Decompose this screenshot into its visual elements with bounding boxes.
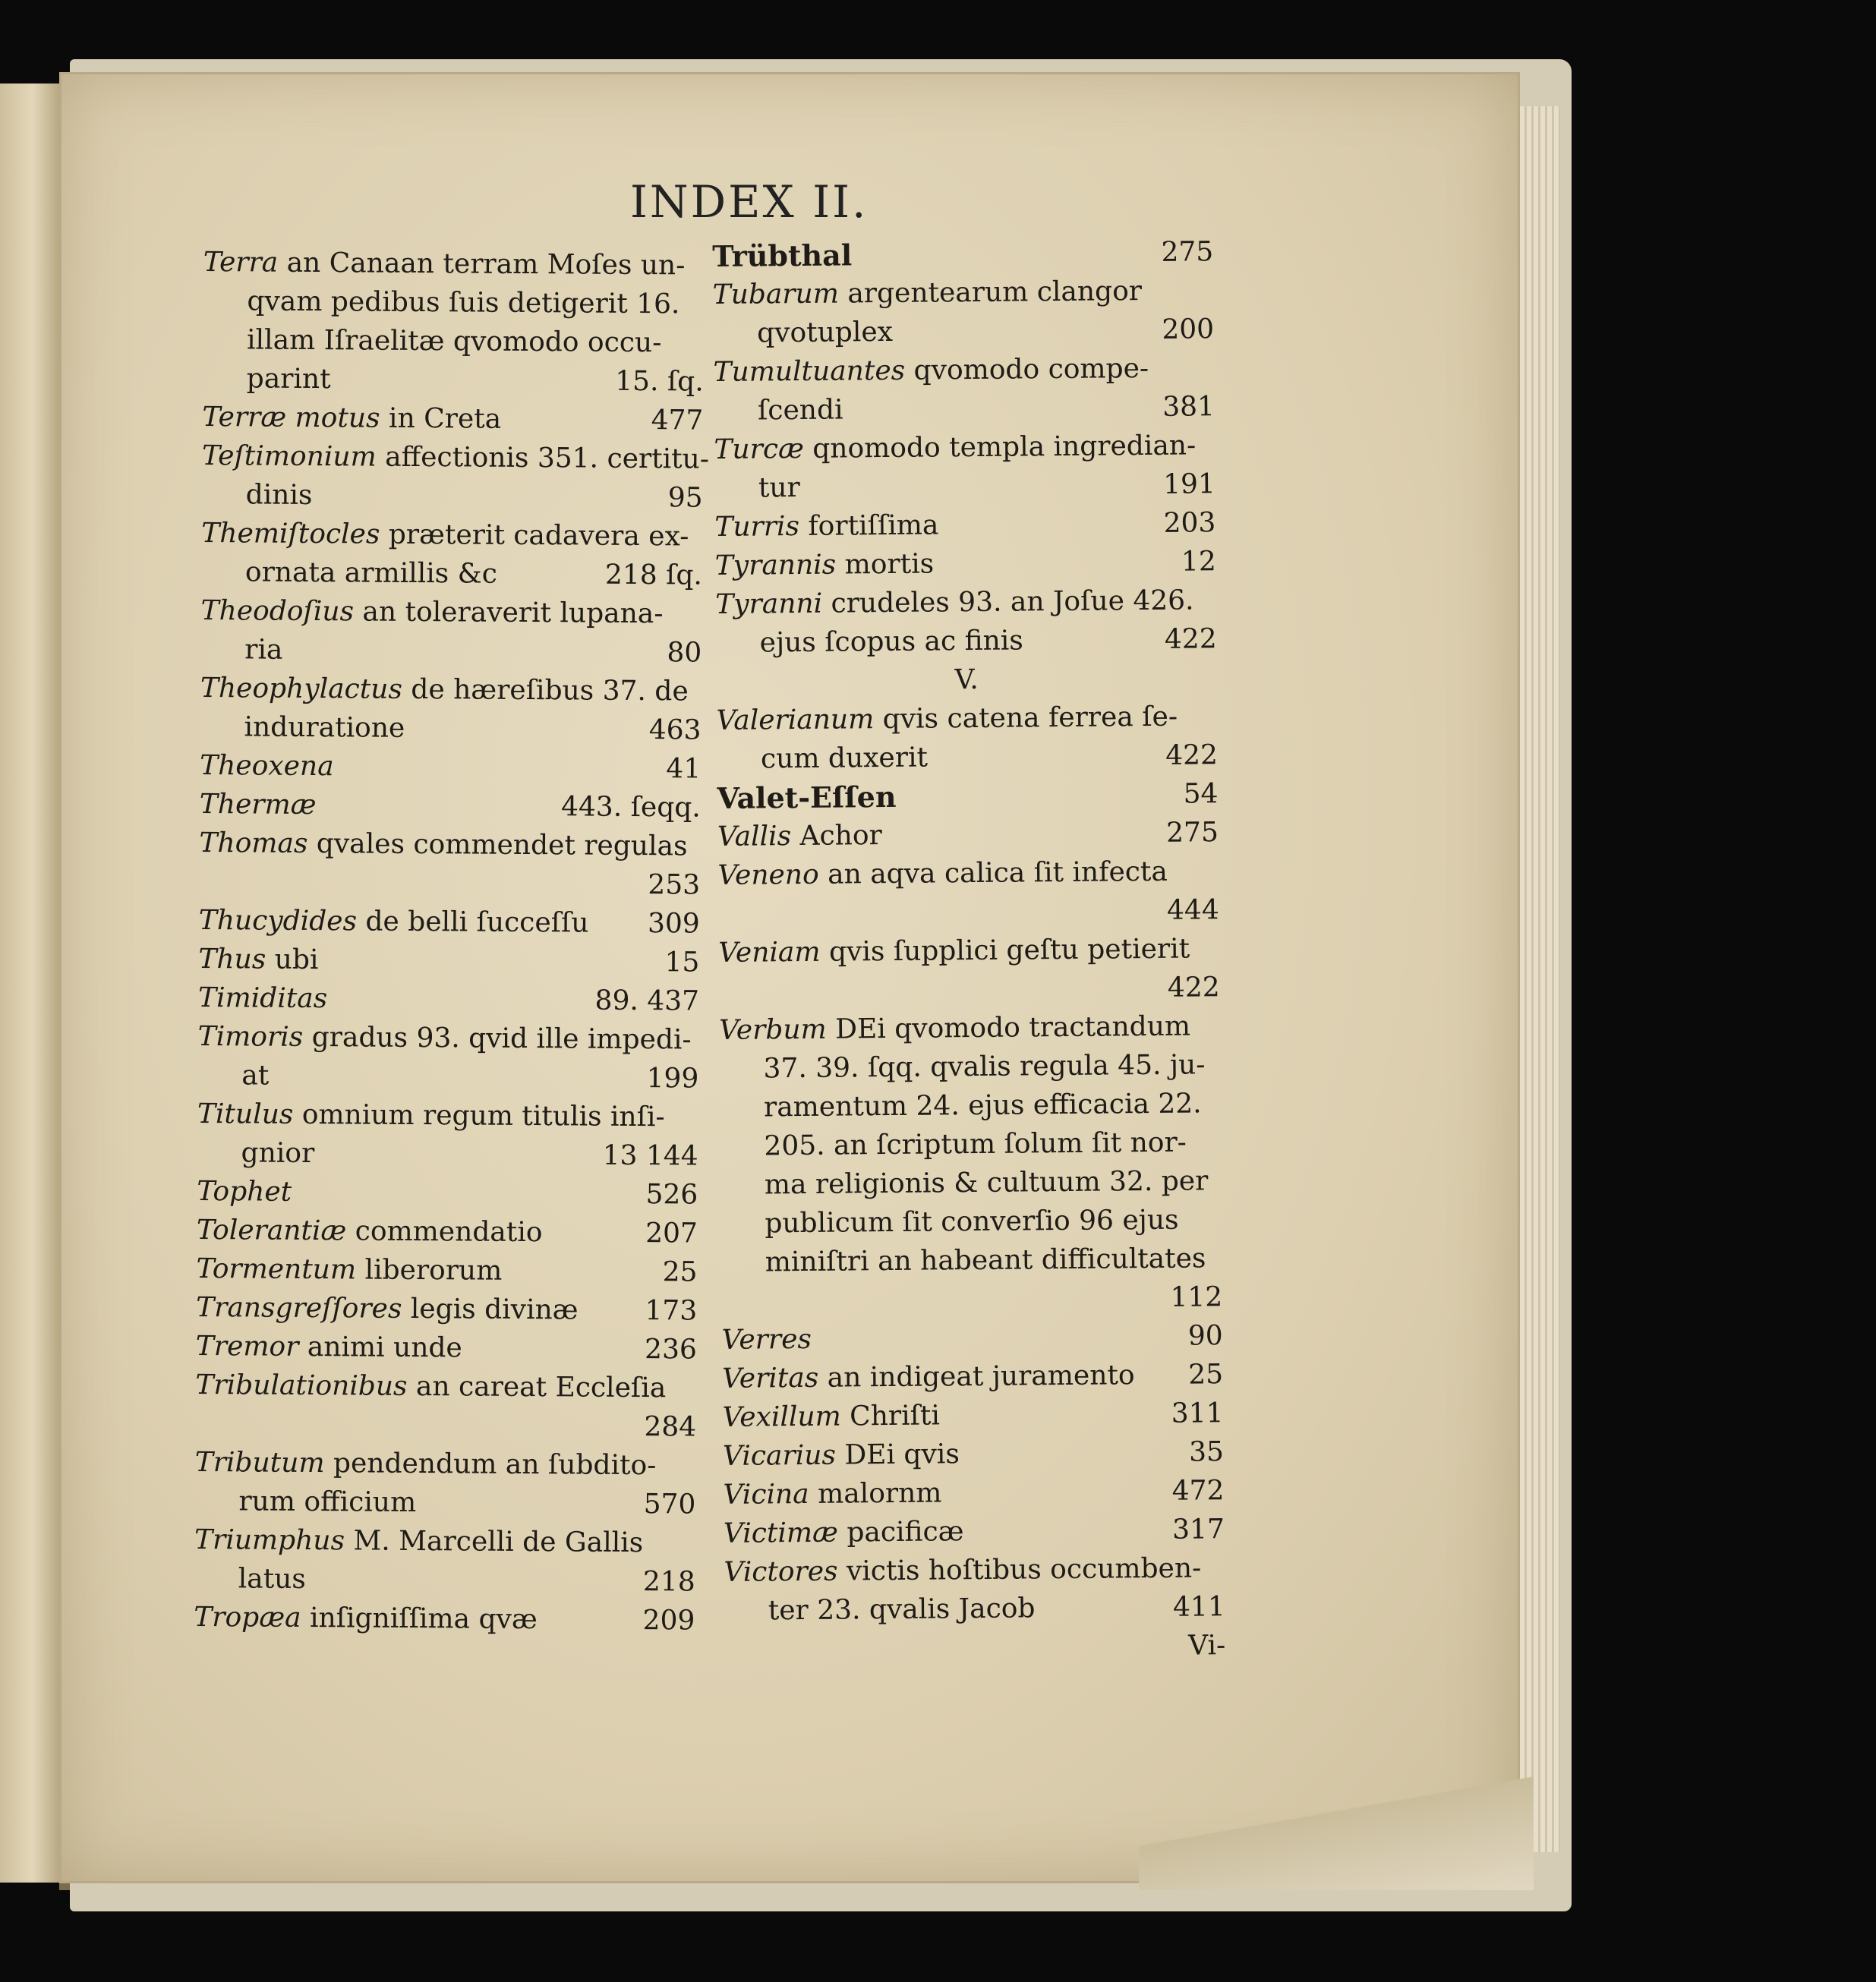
entry-page-number: 203 — [1163, 507, 1216, 539]
entry-text: miniſtri an habeant difficultates — [765, 1243, 1206, 1278]
entry-page-number: 218 ſq. — [604, 559, 703, 591]
entry-page-number: 54 — [1183, 778, 1219, 810]
entry-page-number: 199 — [646, 1063, 699, 1095]
entry-text: an aqva calica ſit infecta — [818, 856, 1168, 890]
entry-headword: Tyranni — [715, 588, 823, 620]
entry-page-number: 311 — [1171, 1397, 1224, 1429]
entry-text: fortiſſima — [799, 509, 939, 543]
index-entry — [194, 1559, 695, 1602]
entry-page-number: 422 — [1165, 739, 1219, 771]
index-entry — [715, 619, 1216, 663]
index-entry — [203, 282, 704, 324]
entry-headword: Veritas — [721, 1362, 819, 1394]
entry-text: gnior — [241, 1137, 315, 1170]
entry-text: de hæreſibus 37. de — [402, 673, 689, 707]
entry-text: de belli ſucceſſu — [356, 906, 589, 939]
index-entry — [200, 591, 702, 634]
entry-headword: Tyrannis — [714, 549, 837, 581]
index-entry — [199, 824, 700, 866]
entry-headword: Tormentum — [196, 1253, 357, 1286]
entry-headword: Victores — [724, 1555, 838, 1588]
entry-text: an Canaan terram Moſes un- — [278, 247, 686, 282]
entry-page-number: 309 — [647, 908, 700, 940]
entry-text: victis hoſtibus occumben- — [837, 1552, 1202, 1587]
entry-text: ornata armillis &c — [244, 556, 498, 590]
entry-text: gradus 93. qvid ille impedi- — [303, 1021, 692, 1056]
index-entry — [195, 1443, 696, 1486]
index-entry — [724, 1587, 1225, 1631]
entry-headword: Tributum — [194, 1446, 325, 1479]
index-entry — [714, 426, 1215, 469]
entry-text: malornm — [809, 1477, 942, 1510]
index-entry — [196, 1327, 697, 1369]
entry-page-number: 209 — [642, 1605, 695, 1637]
entry-headword: Tribulationibus — [195, 1369, 408, 1402]
entry-page-number: 526 — [645, 1179, 698, 1211]
index-entry — [718, 890, 1219, 934]
entry-text: crudeles 93. an Joſue 426. — [821, 585, 1194, 619]
index-entry — [198, 1017, 699, 1060]
entry-page-number: 90 — [1187, 1320, 1223, 1352]
entry-text: ma religionis & cultuum 32. per — [764, 1165, 1209, 1201]
entry-headword: Tubarum — [712, 278, 840, 310]
entry-page-number: 444 — [1166, 894, 1219, 926]
index-entry — [720, 1084, 1221, 1127]
entry-text: inſigniſſima qvæ — [301, 1602, 538, 1636]
index-entry — [197, 1133, 698, 1176]
index-entry — [717, 852, 1219, 895]
entry-page-number: 422 — [1167, 972, 1220, 1004]
entry-text: qvis catena ferrea ſe- — [874, 701, 1178, 736]
index-entry — [719, 1007, 1220, 1050]
entry-headword: Valet-Eſſen — [717, 779, 897, 815]
index-entry — [203, 359, 704, 402]
index-entry — [718, 929, 1219, 972]
entry-text: illam Iſraelitæ qvomodo occu- — [246, 324, 662, 359]
entry-headword: Tropæa — [194, 1601, 301, 1634]
entry-text: induratione — [244, 711, 405, 744]
entry-text: DEi qvomodo tractandum — [826, 1010, 1191, 1045]
entry-text: latus — [238, 1563, 306, 1595]
index-entry — [716, 658, 1217, 701]
entry-headword: Themiſtocles — [201, 517, 380, 550]
entry-page-number: 317 — [1171, 1514, 1225, 1546]
entry-text: qvales commendet regulas — [307, 827, 688, 862]
entry-headword: Verbum — [718, 1013, 827, 1046]
entry-text: tur — [758, 472, 800, 504]
entry-headword: Teſtimonium — [201, 440, 377, 473]
entry-page-number: 35 — [1189, 1436, 1225, 1468]
entry-text: cum duxerit — [760, 742, 929, 775]
page-fold — [1139, 1769, 1534, 1890]
index-entry — [717, 736, 1218, 779]
entry-text: ejus ſcopus ac finis — [759, 625, 1023, 659]
entry-headword: Titulus — [197, 1098, 294, 1130]
entry-headword: Turris — [714, 511, 800, 543]
entry-headword: Thomas — [199, 827, 308, 859]
entry-headword: Thucydides — [198, 904, 358, 937]
entry-page-number: 381 — [1162, 391, 1215, 423]
entry-text: publicum ſit converſio 96 ejus — [765, 1204, 1179, 1240]
index-entry — [715, 542, 1216, 585]
entry-page-number: 95 — [667, 482, 703, 514]
entry-text: in Creta — [380, 402, 502, 435]
index-entry — [202, 398, 703, 440]
entry-text: qvotuplex — [756, 316, 894, 349]
index-entry — [194, 1598, 695, 1640]
entry-text: M. Marcelli de Gallis — [344, 1525, 644, 1559]
entry-text: commendatio — [346, 1215, 543, 1249]
index-entry — [721, 1239, 1222, 1282]
index-column-right — [712, 232, 1225, 1669]
entry-headword: Vexillum — [722, 1401, 841, 1433]
index-entry — [198, 978, 699, 1021]
entry-headword: Terra — [203, 246, 279, 279]
entry-text: Achor — [790, 820, 882, 852]
entry-headword: Timoris — [197, 1020, 304, 1053]
entry-page-number: 284 — [644, 1411, 697, 1443]
entry-page-number: 218 — [642, 1566, 695, 1598]
entry-page-number: 570 — [643, 1489, 696, 1520]
entry-page-number: 173 — [645, 1295, 698, 1327]
entry-headword: Tumultuantes — [713, 354, 906, 388]
entry-headword: Veneno — [717, 859, 819, 891]
entry-text: qvis ſupplici geſtu petierit — [820, 933, 1190, 968]
index-entry — [201, 436, 710, 479]
entry-headword: Victimæ — [723, 1517, 839, 1549]
entry-text: Chriſti — [840, 1400, 941, 1432]
entry-text: ſcendi — [757, 394, 843, 427]
index-entry — [713, 310, 1214, 353]
entry-text: dinis — [245, 479, 313, 512]
index-entry — [718, 968, 1219, 1011]
entry-text: ramentum 24. ejus efficacia 22. — [763, 1088, 1202, 1123]
index-entry — [200, 785, 701, 827]
entry-text: qnomodo templa ingredian- — [803, 430, 1197, 465]
index-entry — [722, 1355, 1223, 1398]
entry-page-number: 89. 437 — [594, 985, 700, 1017]
index-entry — [194, 1482, 695, 1524]
entry-headword: Thermæ — [199, 788, 317, 821]
index-entry — [201, 553, 702, 595]
entry-text: præterit cadavera ex- — [380, 518, 689, 553]
entry-headword: Timiditas — [197, 982, 328, 1015]
entry-page-number: 275 — [1161, 236, 1214, 268]
entry-headword: Vicina — [723, 1478, 809, 1511]
entry-page-number: 13 144 — [602, 1139, 698, 1172]
page-heading: INDEX II. — [630, 176, 869, 228]
entry-headword: Transgreſſores — [196, 1291, 402, 1325]
index-entry — [197, 1056, 698, 1098]
index-entry — [715, 581, 1216, 624]
entry-text: qvomodo compe- — [904, 352, 1149, 386]
entry-page-number: 472 — [1171, 1475, 1225, 1507]
entry-text: pendendum an ſubdito- — [324, 1448, 657, 1482]
entry-headword: Terræ motus — [202, 401, 380, 434]
entry-page-number: 253 — [648, 869, 701, 901]
entry-text: ria — [244, 634, 283, 666]
index-entry — [714, 465, 1215, 508]
index-entry — [196, 1288, 697, 1331]
entry-text: parint — [246, 363, 331, 395]
index-entry — [722, 1394, 1223, 1437]
entry-text: qvam pedibus ſuis detigerit 16. — [247, 285, 680, 320]
entry-page-number: 236 — [644, 1334, 697, 1366]
entry-headword: Verres — [721, 1323, 812, 1356]
index-entry — [713, 348, 1214, 392]
entry-text: omnium regum titulis inſi- — [293, 1098, 665, 1133]
index-entry — [723, 1471, 1224, 1514]
entry-page-number: 200 — [1162, 314, 1215, 345]
index-entry — [720, 1200, 1222, 1243]
index-entry — [200, 669, 702, 711]
entry-headword: Tophet — [197, 1175, 292, 1208]
index-entry — [199, 862, 700, 905]
entry-headword: Vallis — [717, 821, 792, 852]
index-entry — [717, 813, 1219, 856]
entry-page-number: 15. ſq. — [615, 365, 704, 398]
entry-headword: Veniam — [718, 936, 821, 969]
index-entry — [720, 1161, 1222, 1205]
entry-text: legis divinæ — [402, 1293, 579, 1326]
entry-page-number: 25 — [662, 1256, 698, 1288]
entry-text: ubi — [266, 944, 319, 976]
index-entry — [199, 901, 700, 944]
entry-text: an toleraverit lupana- — [353, 596, 664, 630]
entry-page-number: 12 — [1181, 546, 1216, 578]
index-entry — [721, 1316, 1222, 1360]
entry-headword: Vicarius — [722, 1439, 837, 1472]
entry-text: at — [241, 1060, 270, 1092]
index-entry — [717, 774, 1218, 818]
index-entry — [202, 475, 703, 518]
entry-text: V. — [954, 663, 979, 696]
entry-headword: Tremor — [195, 1330, 299, 1363]
index-entry — [719, 1045, 1220, 1089]
entry-text: animi unde — [298, 1331, 462, 1364]
index-entry — [712, 271, 1213, 314]
entry-headword: Turcæ — [714, 433, 805, 465]
index-entry — [200, 746, 701, 789]
entry-page-number: 25 — [1188, 1359, 1224, 1391]
entry-text: argentearum clangor — [838, 276, 1143, 310]
entry-page-number: 41 — [666, 753, 702, 785]
entry-text: mortis — [835, 548, 935, 581]
index-entry — [723, 1432, 1224, 1476]
index-entry — [197, 1172, 698, 1215]
index-entry — [714, 387, 1215, 430]
index-entry — [200, 707, 701, 750]
entry-text: an careat Eccleſia — [407, 1370, 667, 1404]
index-entry — [195, 1366, 696, 1408]
entry-page-number: Vi- — [1187, 1630, 1226, 1662]
entry-page-number: 422 — [1164, 623, 1217, 655]
entry-page-number: 463 — [648, 714, 702, 746]
index-entry — [196, 1249, 697, 1292]
entry-headword: Theodoſius — [200, 594, 355, 628]
entry-text: 37. 39. ſqq. qvalis regula 45. ju- — [763, 1049, 1206, 1085]
entry-page-number: 80 — [667, 637, 702, 669]
index-entry — [714, 503, 1215, 547]
facing-page-edge — [0, 84, 62, 1883]
entry-headword: Thus — [198, 943, 266, 975]
entry-text: an indigeat juramento — [818, 1360, 1135, 1394]
index-entry — [197, 1095, 698, 1137]
entry-page-number: 112 — [1170, 1281, 1223, 1313]
entry-text: liberorum — [355, 1254, 503, 1287]
index-entry — [203, 243, 705, 285]
entry-page-number: 275 — [1165, 817, 1219, 849]
entry-text: 205. an ſcriptum ſolum ſit nor- — [764, 1126, 1187, 1162]
entry-text: ter 23. qvalis Jacob — [768, 1593, 1036, 1627]
entry-text: DEi qvis — [835, 1438, 960, 1471]
entry-page-number: 411 — [1172, 1591, 1225, 1623]
index-entry — [203, 320, 704, 363]
index-entry — [194, 1520, 695, 1563]
entry-headword: Trübthal — [712, 238, 853, 273]
entry-page-number: 443. ſeqq. — [560, 791, 701, 824]
index-entry — [201, 514, 702, 556]
index-entry — [716, 697, 1217, 740]
entry-headword: Tolerantiæ — [196, 1214, 347, 1247]
index-entry — [720, 1123, 1221, 1166]
entry-headword: Theophylactus — [200, 672, 403, 705]
entry-page-number: 15 — [664, 947, 700, 978]
index-entry — [724, 1549, 1225, 1592]
entry-page-number: 207 — [645, 1218, 698, 1249]
index-entry — [721, 1278, 1222, 1321]
entry-headword: Valerianum — [716, 704, 875, 736]
index-entry — [724, 1626, 1225, 1669]
index-column-left — [194, 243, 710, 1640]
entry-headword: Theoxena — [200, 749, 334, 783]
entry-page-number: 191 — [1162, 468, 1216, 500]
entry-page-number: 477 — [651, 405, 704, 436]
entry-text: affectionis 351. certitu- — [376, 441, 710, 475]
index-entry — [724, 1510, 1225, 1553]
index-entry — [712, 232, 1213, 276]
entry-text: pacificæ — [837, 1516, 964, 1549]
index-entry — [197, 1211, 698, 1253]
entry-text: rum officium — [238, 1486, 417, 1518]
index-entry — [200, 630, 702, 673]
entry-headword: Triumphus — [194, 1524, 345, 1557]
index-entry — [198, 940, 699, 982]
index-entry — [195, 1404, 696, 1447]
